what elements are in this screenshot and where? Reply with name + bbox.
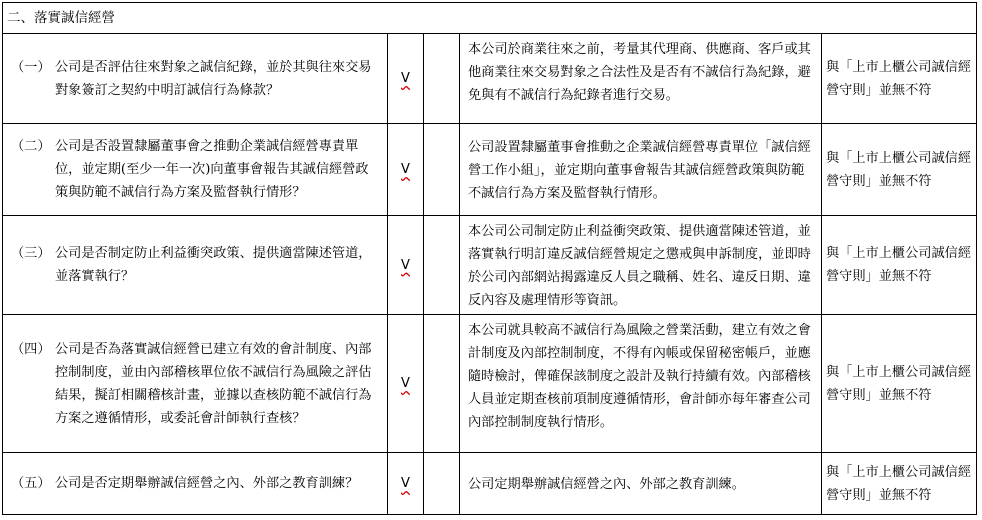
question-number: （三） (11, 246, 51, 261)
check-mark: V (401, 71, 410, 86)
table-row (3, 34, 977, 124)
section-title: 二、落實誠信經營 (3, 3, 977, 34)
question-cell (3, 453, 388, 515)
integrity-table (2, 2, 977, 515)
description-cell: 公司設置隸屬董事會推動之企業誠信經營專責單位「誠信經營工作小組」，並定期向董事會報告其誠信經營政策與防範不誠信行為方案及監督執行情形。 (460, 124, 822, 216)
question-text: 公司是否設置隸屬董事會之推動企業誠信經營專責單位，並定期(至少一年一次)向董事會報告其誠信經營政策與防範不誠信行為方案及監督執行情形？ (55, 139, 369, 200)
check-mark: V (401, 476, 410, 491)
question-cell (3, 216, 388, 315)
table-row (3, 124, 977, 216)
description-cell: 公司定期舉辦誠信經營之內、外部之教育訓練。 (460, 453, 822, 515)
question-text: 公司是否為落實誠信經營已建立有效的會計制度、內部控制制度，並由內部稽核單位依不誠信行為風險之評估結果，擬訂相關稽核計畫，並據以查核防範不誠信行為方案之遵循情形，或委託會計師執行查核？ (55, 341, 372, 426)
question-cell (3, 34, 388, 124)
difference-cell: 與「上市上櫃公司誠信經營守則」並無不符 (822, 124, 977, 216)
section-header-row (3, 3, 977, 34)
yes-cell (388, 315, 424, 453)
no-cell (424, 216, 460, 315)
question-text: 公司是否定期舉辦誠信經營之內、外部之教育訓練？ (55, 476, 359, 491)
yes-cell (388, 216, 424, 315)
no-cell (424, 453, 460, 515)
difference-cell: 與「上市上櫃公司誠信經營守則」並無不符 (822, 453, 977, 515)
table-row (3, 216, 977, 315)
question-number: （一） (11, 59, 51, 75)
question-number: （四） (11, 341, 51, 357)
table-row (3, 453, 977, 515)
yes-cell (388, 34, 424, 124)
question-cell (3, 124, 388, 216)
no-cell (424, 34, 460, 124)
question-text: 公司是否制定防止利益衝突政策、提供適當陳述管道，並落實執行？ (55, 246, 372, 284)
yes-cell (388, 124, 424, 216)
difference-cell: 與「上市上櫃公司誠信經營守則」並無不符 (822, 34, 977, 124)
check-mark: V (401, 376, 410, 391)
check-mark: V (401, 162, 410, 177)
check-mark: V (401, 257, 410, 273)
question-cell (3, 315, 388, 453)
no-cell (424, 315, 460, 453)
description-cell: 本公司於商業往來之前，考量其代理商、供應商、客戶或其他商業往來交易對象之合法性及是否有不誠信行為紀錄，避免與有不誠信行為紀錄者進行交易。 (460, 34, 822, 124)
question-number: （五） (11, 476, 51, 491)
difference-cell: 與「上市上櫃公司誠信經營守則」並無不符 (822, 216, 977, 315)
difference-cell: 與「上市上櫃公司誠信經營守則」並無不符 (822, 315, 977, 453)
yes-cell (388, 453, 424, 515)
description-cell: 本公司公司制定防止利益衝突政策、提供適當陳述管道，並落實執行明訂違反誠信經營規定之懲戒與申訴制度，並即時於公司內部網站揭露違反人員之職稱、姓名、違反日期、違反內容及處理情形等資訊。 (460, 216, 822, 315)
question-number: （二） (11, 139, 51, 154)
no-cell (424, 124, 460, 216)
question-text: 公司是否評估往來對象之誠信紀錄，並於其與往來交易對象簽訂之契約中明訂誠信行為條款？ (55, 59, 372, 98)
table-row (3, 315, 977, 453)
description-cell: 本公司就具較高不誠信行為風險之營業活動，建立有效之會計制度及內部控制制度，不得有內帳或保留秘密帳戶，並應隨時檢討，俾確保該制度之設計及執行持續有效。內部稽核人員並定期查核前項制度遵循情形，會計師亦每年審查公司內部控制制度執行情形。 (460, 315, 822, 453)
